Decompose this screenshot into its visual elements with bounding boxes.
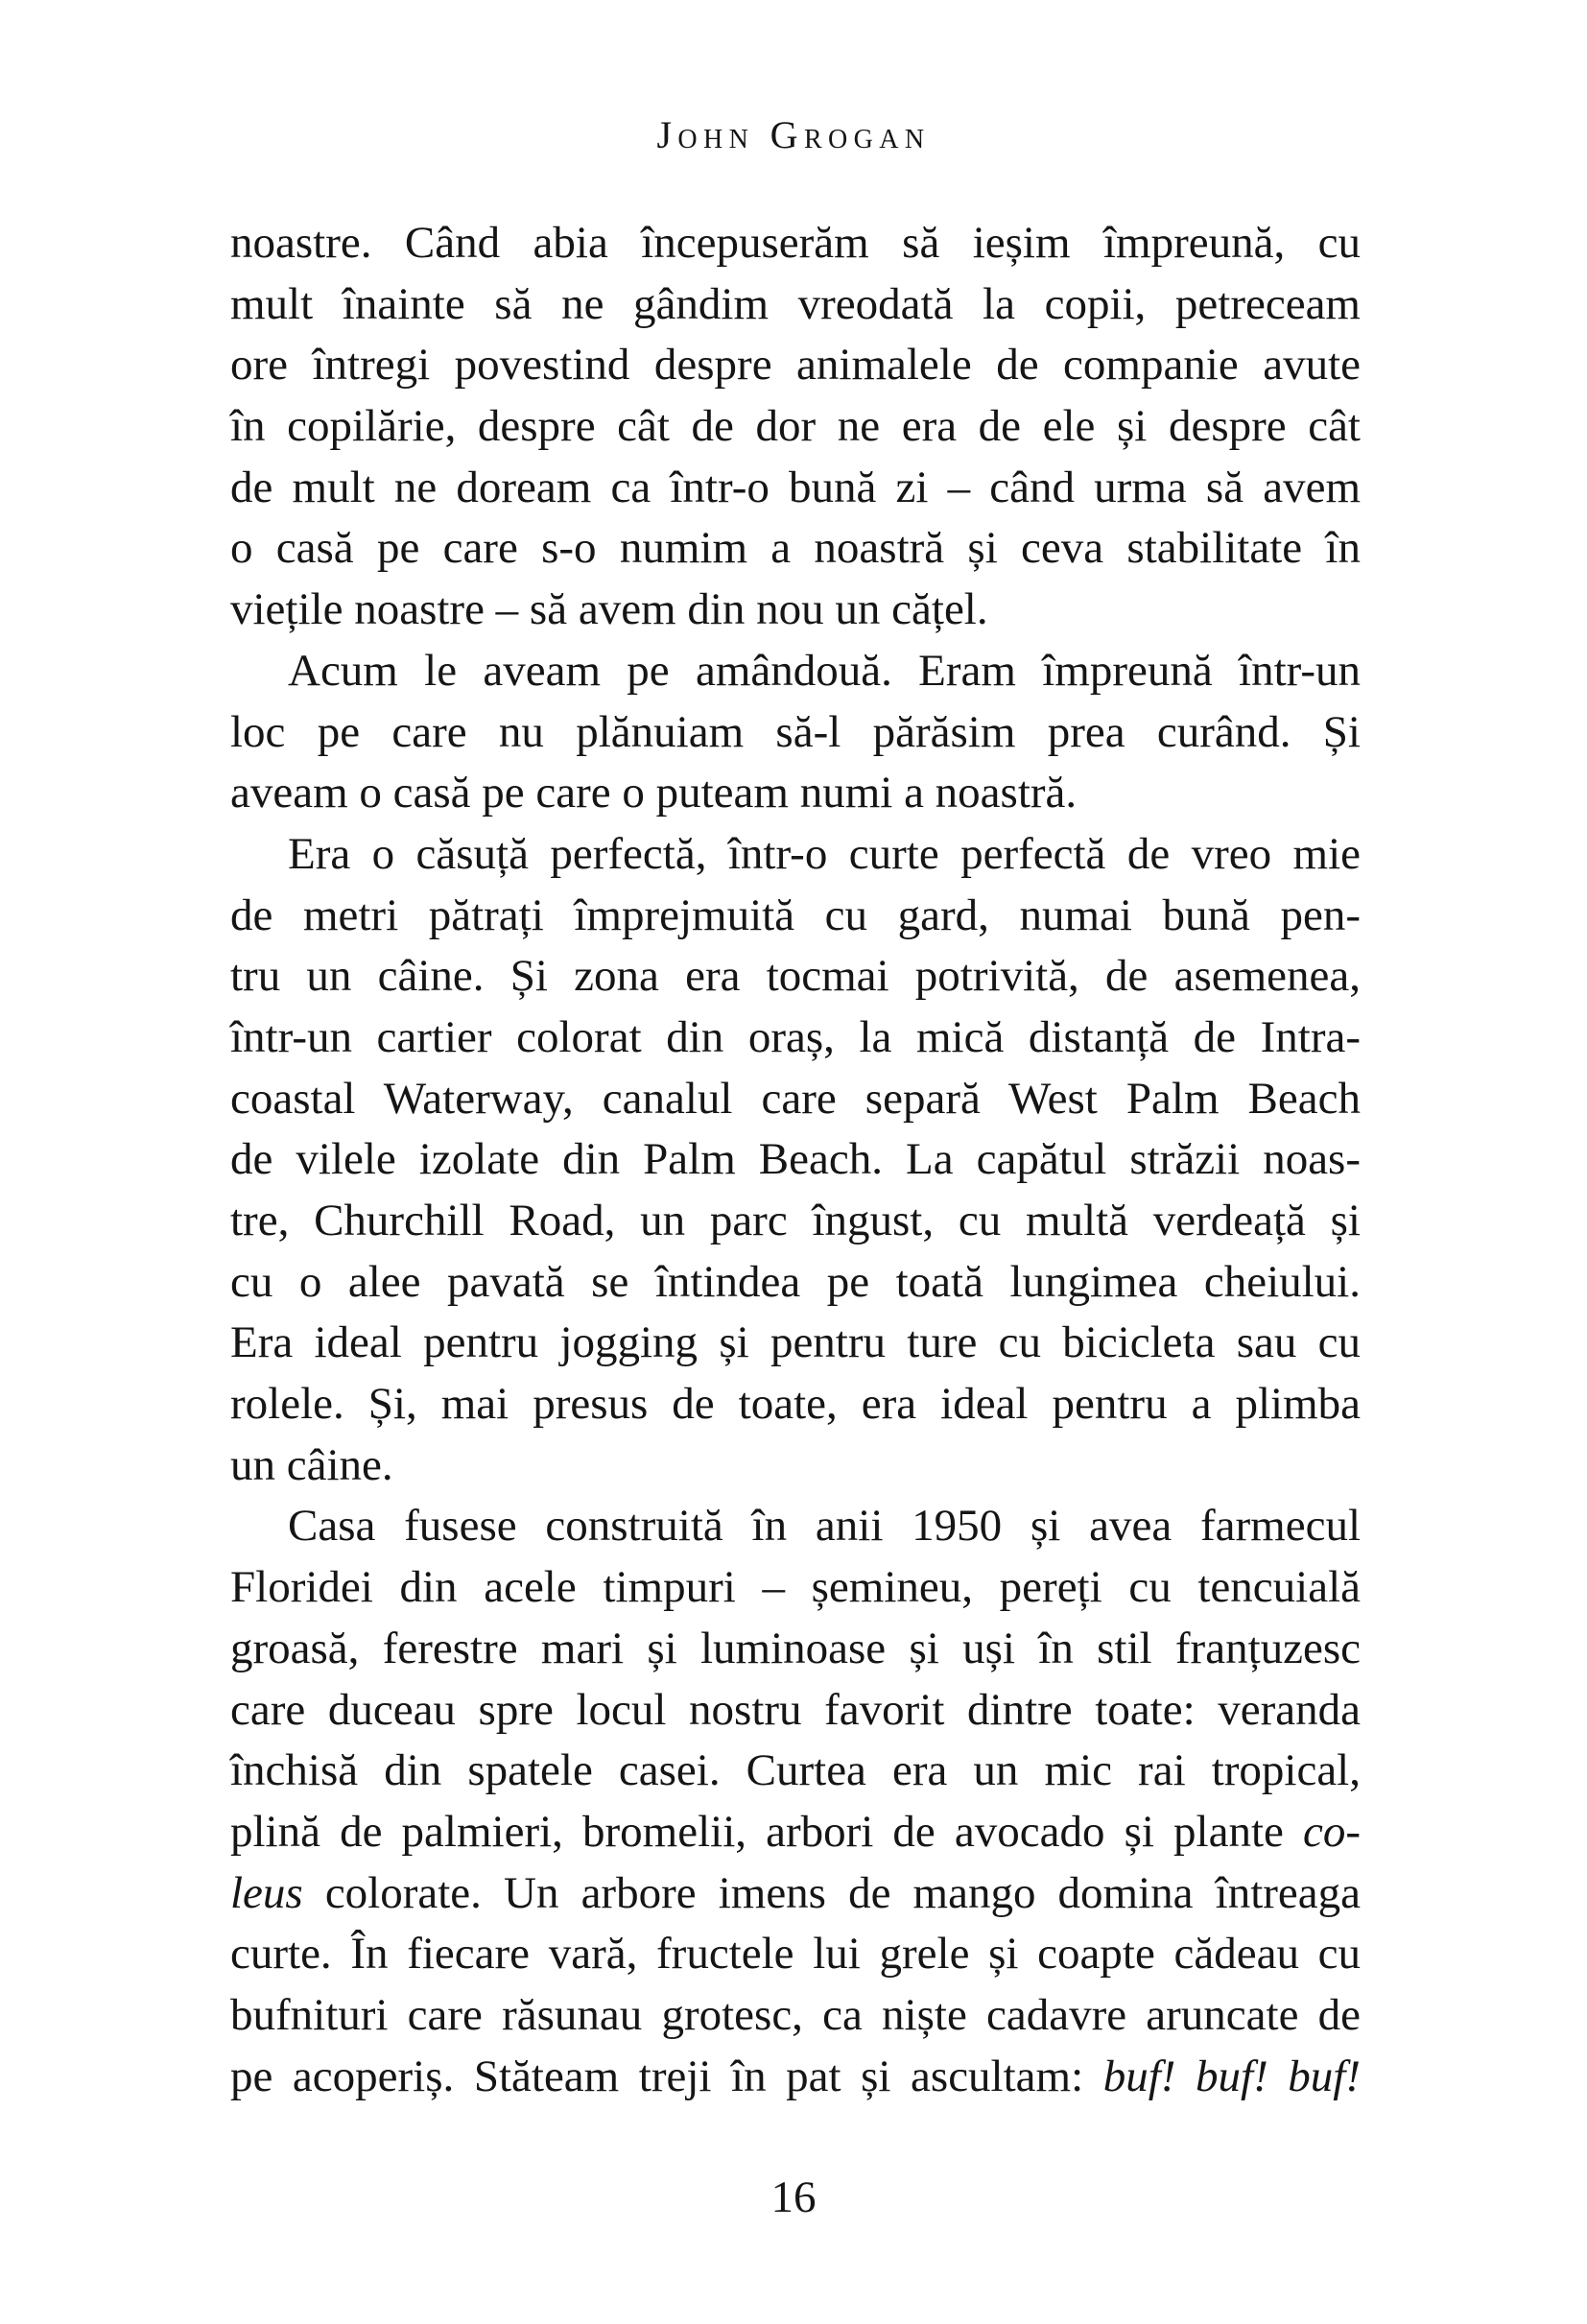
body-text: într-un cartier colorat din oraș, la mică distanță de Intra-	[230, 1011, 1361, 1062]
page-text	[230, 213, 1361, 2107]
text-line	[230, 2047, 1361, 2108]
text-line	[230, 1985, 1361, 2047]
text-line	[230, 1435, 1361, 1497]
body-text: tru un câine. Și zona era tocmai potrivită, de asemenea,	[230, 951, 1361, 1002]
body-text: de metri pătrați împrejmuită cu gard, numai bună pen-	[230, 889, 1361, 940]
text-line	[230, 1802, 1361, 1863]
text-line	[230, 1191, 1361, 1252]
body-text: mult înainte să ne gândim vreodată la copii, petreceam	[230, 278, 1361, 329]
body-text: coastal Waterway, canalul care separă West Palm Beach	[230, 1073, 1361, 1124]
italic-text: co-	[1302, 1806, 1361, 1857]
text-line	[230, 335, 1361, 396]
body-text: ore întregi povestind despre animalele de companie avute	[230, 340, 1361, 391]
body-text: groasă, ferestre mari și luminoase și uși în stil franțuzesc	[230, 1623, 1361, 1673]
text-line	[230, 1557, 1361, 1619]
body-text: care duceau spre locul nostru favorit dintre toate: veranda	[230, 1684, 1361, 1735]
body-text: plină de palmieri, bromelii, arbori de avocado și plante	[230, 1806, 1303, 1857]
text-line	[230, 1680, 1361, 1742]
text-line	[230, 1252, 1361, 1314]
body-text: pe acoperiș. Stăteam treji în pat și ascultam:	[230, 2051, 1103, 2101]
body-text: viețile noastre – să avem din nou un cățel.	[230, 584, 988, 635]
body-text: Acum le aveam pe amândouă. Eram împreună într-un	[288, 645, 1361, 696]
body-text: loc pe care nu plănuiam să-l părăsim prea curând. Și	[230, 706, 1361, 757]
text-line	[230, 641, 1361, 702]
body-text: Era ideal pentru jogging și pentru ture cu bicicleta sau cu	[230, 1317, 1361, 1368]
text-line	[230, 213, 1361, 274]
body-text: cu o alee pavată se întindea pe toată lungimea cheiului.	[230, 1256, 1361, 1307]
italic-text: buf! buf! buf!	[1102, 2051, 1361, 2101]
body-text: curte. În fiecare vară, fructele lui grele și coapte cădeau cu	[230, 1929, 1361, 1980]
body-text: de mult ne doream ca într-o bună zi – când urma să avem	[230, 462, 1361, 512]
text-line	[230, 886, 1361, 947]
text-line	[230, 580, 1361, 641]
running-header-author: John Grogan	[656, 113, 931, 156]
text-line	[230, 1496, 1361, 1557]
body-text: noastre. Când abia începuserăm să ieșim împreună, cu	[230, 218, 1361, 268]
text-line	[230, 1129, 1361, 1191]
text-line	[230, 274, 1361, 336]
body-text: Casa fusese construită în anii 1950 și avea farmecul	[288, 1501, 1361, 1552]
body-text: tre, Churchill Road, un parc îngust, cu multă verdeață și	[230, 1196, 1361, 1245]
text-line	[230, 458, 1361, 519]
text-line	[230, 1924, 1361, 1985]
text-line	[230, 518, 1361, 580]
body-text: Floridei din acele timpuri – șemineu, pereți cu tencuială	[230, 1562, 1361, 1613]
text-line	[230, 946, 1361, 1008]
body-text: Era o căsuță perfectă, într-o curte perfectă de vreo mie	[288, 828, 1361, 879]
text-line	[230, 763, 1361, 824]
body-text: de vilele izolate din Palm Beach. La capătul străzii noas-	[230, 1134, 1361, 1185]
text-line	[230, 824, 1361, 886]
text-line	[230, 1619, 1361, 1680]
text-line	[230, 396, 1361, 458]
body-text: o casă pe care s-o numim a noastră și ceva stabilitate în	[230, 523, 1361, 574]
text-line	[230, 1374, 1361, 1435]
body-text: în copilărie, despre cât de dor ne era de ele și despre cât	[230, 401, 1361, 452]
body-text: bufnituri care răsunau grotesc, ca niște cadavre aruncate de	[230, 1989, 1361, 2040]
text-line	[230, 702, 1361, 764]
text-line	[230, 1069, 1361, 1130]
text-line	[230, 1008, 1361, 1069]
page-number: 16	[770, 2172, 817, 2222]
text-line	[230, 1863, 1361, 1925]
text-line	[230, 1741, 1361, 1802]
body-text: colorate. Un arbore imens de mango domina întreaga	[302, 1867, 1361, 1918]
body-text: închisă din spatele casei. Curtea era un mic rai tropical,	[230, 1745, 1361, 1796]
italic-text: leus	[230, 1867, 303, 1918]
text-line	[230, 1313, 1361, 1374]
body-text: aveam o casă pe care o puteam numi a noastră.	[230, 768, 1078, 818]
body-text: un câine.	[230, 1439, 393, 1490]
body-text: rolele. Și, mai presus de toate, era ideal pentru a plimba	[230, 1379, 1361, 1430]
